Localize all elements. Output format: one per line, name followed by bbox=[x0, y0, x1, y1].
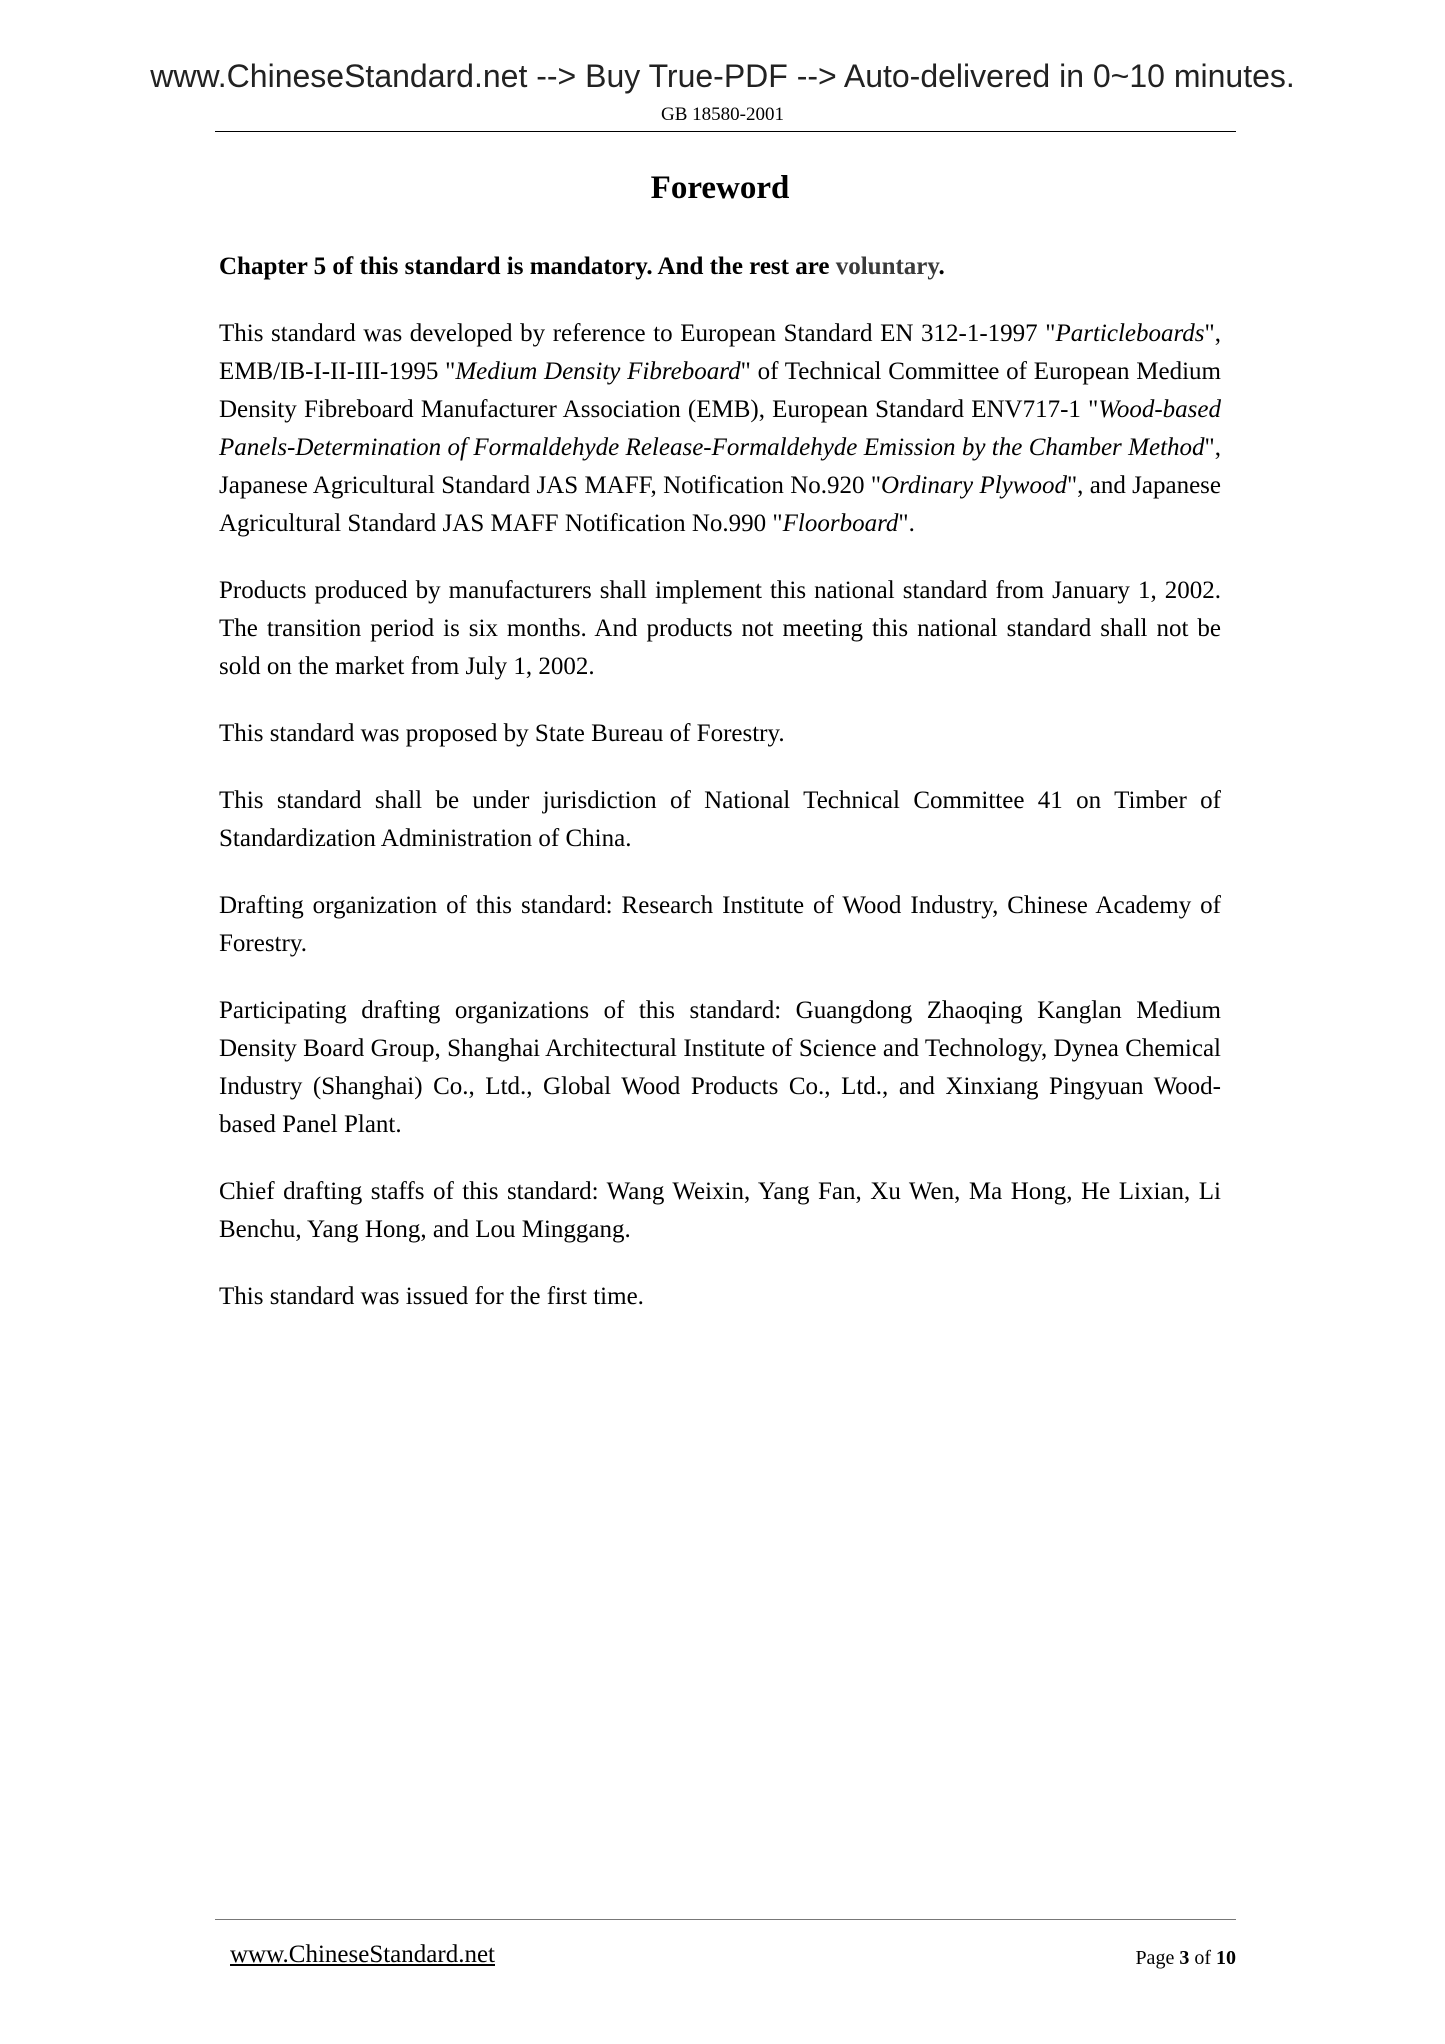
chief-drafting-staff-paragraph: Chief drafting staffs of this standard: Wang Weixin, Yang Fan, Xu Wen, Ma Hong, He Lixian, Li Benchu, Yang Hong, and Lou Minggang. bbox=[219, 1178, 1221, 1243]
page-title: Foreword bbox=[650, 170, 790, 206]
reference-title: Wood-based Panels-Determination of Formaldehyde Release-Formaldehyde Emission by the Chamber Method bbox=[219, 396, 1221, 461]
document-body bbox=[219, 166, 1221, 1345]
drafting-organization-paragraph: Drafting organization of this standard: Research Institute of Wood Industry, Chinese Academy of Forestry. bbox=[219, 892, 1221, 957]
mandatory-note-highlight: voluntary bbox=[835, 253, 939, 280]
jurisdiction-paragraph: This standard shall be under jurisdiction of National Technical Committee 41 on Timber of Standardization Administration of China. bbox=[219, 787, 1221, 852]
reference-text: ", EMB/IB-I-II-III-1995 " bbox=[219, 320, 1221, 385]
page-label: Page bbox=[1135, 1947, 1175, 1969]
page-current: 3 bbox=[1179, 1947, 1190, 1969]
mandatory-note-suffix: . bbox=[938, 253, 945, 280]
page-of: of bbox=[1194, 1947, 1211, 1969]
reference-title: Medium Density Fibreboard bbox=[455, 358, 741, 385]
promo-banner: www.ChineseStandard.net --> Buy True-PDF --> Auto-delivered in 0~10 minutes. bbox=[150, 58, 1295, 94]
reference-text: This standard was developed by reference to European Standard EN 312-1-1997 " bbox=[219, 320, 1056, 347]
reference-title: Particleboards bbox=[1055, 320, 1205, 347]
reference-text: ", Japanese Agricultural Standard JAS MAFF, Notification No.920 " bbox=[219, 434, 1221, 499]
page-number bbox=[1100, 1945, 1236, 1971]
implementation-paragraph: Products produced by manufacturers shall implement this national standard from January 1, 2002. The transition period is six months. And products not meeting this national standard shall not be sold on the market from July 1, 2002. bbox=[219, 577, 1221, 680]
reference-text: " of Technical Committee of European Medium Density Fibreboard Manufacturer Association (EMB), European Standard ENV717-1 " bbox=[219, 358, 1221, 423]
reference-title: Floorboard bbox=[782, 510, 899, 537]
footer-divider bbox=[215, 1919, 1236, 1920]
page-total: 10 bbox=[1216, 1947, 1236, 1969]
reference-paragraph bbox=[219, 315, 1221, 543]
mandatory-note-prefix: Chapter 5 of this standard is mandatory. And the rest are bbox=[219, 253, 836, 280]
proposed-by-paragraph: This standard was proposed by State Bureau of Forestry. bbox=[219, 720, 785, 747]
reference-text: ". bbox=[898, 510, 915, 537]
first-issue-paragraph: This standard was issued for the first time. bbox=[219, 1283, 644, 1310]
header-divider bbox=[215, 131, 1236, 132]
mandatory-note bbox=[219, 248, 1221, 286]
participating-organizations-paragraph: Participating drafting organizations of this standard: Guangdong Zhaoqing Kanglan Medium Density Board Group, Shanghai Architectural Institute of Science and Technology, Dynea Chemical Industry (Shanghai) Co., Ltd., Global Wood Products Co., Ltd., and Xinxiang Pingyuan Wood-based Panel Plant. bbox=[219, 997, 1221, 1138]
standard-code: GB 18580-2001 bbox=[661, 104, 784, 125]
footer-site-link[interactable]: www.ChineseStandard.net bbox=[230, 1941, 495, 1968]
reference-text: ", and Japanese Agricultural Standard JAS MAFF Notification No.990 " bbox=[219, 472, 1221, 537]
reference-title: Ordinary Plywood bbox=[881, 472, 1067, 499]
